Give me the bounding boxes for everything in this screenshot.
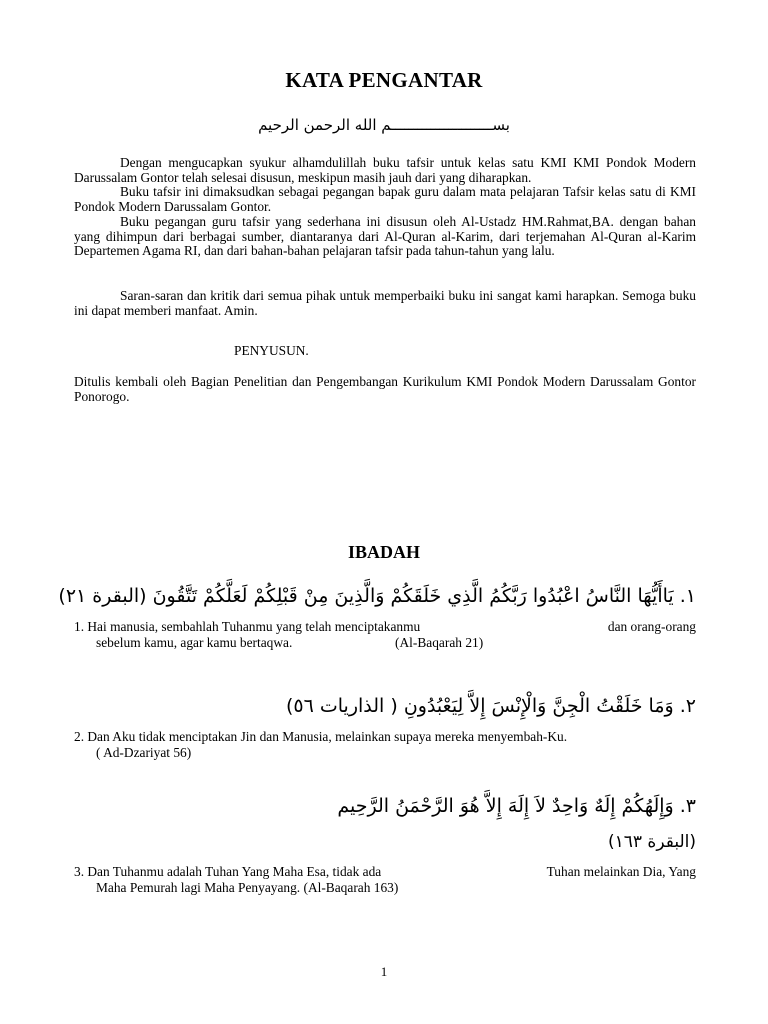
verse-3-arabic-reference: (البقرة ١٦٣) bbox=[607, 832, 696, 852]
verse-1-arabic: ١. يَاأَيُّهَا النَّاسُ اعْبُدُوا رَبَّكُمُ الَّذِي خَلَقَكُمْ وَالَّذِينَ مِنْ قَبْلِكُمْ لَعَلَّكُمْ تَتَّقُونَ (البقرة ٢١) bbox=[58, 585, 696, 607]
verse-1-line-1: 1. Hai manusia, sembahlah Tuhanmu yang telah menciptakanmu bbox=[74, 619, 421, 634]
verse-2-line-1: 2. Dan Aku tidak menciptakan Jin dan Manusia, melainkan supaya mereka menyembah-Ku. bbox=[74, 729, 568, 744]
intro-paragraph-4: Saran-saran dan kritik dari semua pihak untuk memperbaiki buku ini sangat kami harapkan. Semoga buku ini dapat memberi manfaat. Amin. bbox=[74, 288, 696, 318]
rewrite-note: Ditulis kembali oleh Bagian Penelitian dan Pengembangan Kurikulum KMI Pondok Modern Darussalam Gontor Ponorogo. bbox=[74, 374, 696, 404]
verse-3-arabic: ٣. وَإِلَهُكُمْ إِلَهٌ وَاحِدٌ لاَ إِلَهَ إِلاَّ هُوَ الرَّحْمَنُ الرَّحِيم bbox=[337, 795, 696, 817]
verse-1-line-1-end: dan orang-orang bbox=[607, 619, 696, 634]
page-title: KATA PENGANTAR bbox=[285, 68, 483, 92]
verse-2-translation bbox=[74, 729, 696, 760]
section-heading: IBADAH bbox=[347, 542, 420, 562]
verse-2-arabic: ٢. وَمَا خَلَقْتُ الْجِنَّ وَالْإِنْسَ إِلاَّ لِيَعْبُدُونِ ( الذاريات ٥٦) bbox=[285, 695, 696, 717]
verse-1-reference: (Al-Baqarah 21) bbox=[395, 634, 484, 650]
signature: PENYUSUN. bbox=[234, 343, 309, 358]
verse-1-line-2: sebelum kamu, agar kamu bertaqwa. bbox=[96, 634, 293, 650]
verse-3-line-1: 3. Dan Tuhanmu adalah Tuhan Yang Maha Esa, tidak ada bbox=[74, 864, 382, 879]
basmala: بســـــــــــــــــــــــم الله الرحمن الرحيم bbox=[258, 116, 510, 134]
verse-3-translation bbox=[74, 864, 696, 895]
intro-paragraph-2: Buku tafsir ini dimaksudkan sebagai pegangan bapak guru dalam mata pelajaran Tafsir kelas satu di KMI Pondok Modern Darussalam Gontor. bbox=[74, 184, 696, 214]
intro-paragraph-1: Dengan mengucapkan syukur alhamdulillah buku tafsir untuk kelas satu KMI KMI Pondok Modern Darussalam Gontor telah selesai disusun, meskipun masih jauh dari yang diharapkan. bbox=[74, 155, 696, 185]
verse-3-line-1-end: Tuhan melainkan Dia, Yang bbox=[546, 864, 696, 879]
verse-3-line-2: Maha Pemurah lagi Maha Penyayang. (Al-Baqarah 163) bbox=[96, 879, 399, 895]
page-number: 1 bbox=[380, 964, 388, 979]
verse-2-reference: ( Ad-Dzariyat 56) bbox=[96, 744, 192, 760]
verse-1-translation bbox=[74, 619, 696, 650]
intro-paragraph-3: Buku pegangan guru tafsir yang sederhana ini disusun oleh Al-Ustadz HM.Rahmat,BA. dengan bahan yang dihimpun dari berbagai sumber, diantaranya dari Al-Quran al-Karim, dari terjemahan Al-Quran al-Karim Departemen Agama RI, dan dari bahan-bahan pelajaran tafsir pada tahun-tahun yang lalu. bbox=[74, 214, 696, 259]
